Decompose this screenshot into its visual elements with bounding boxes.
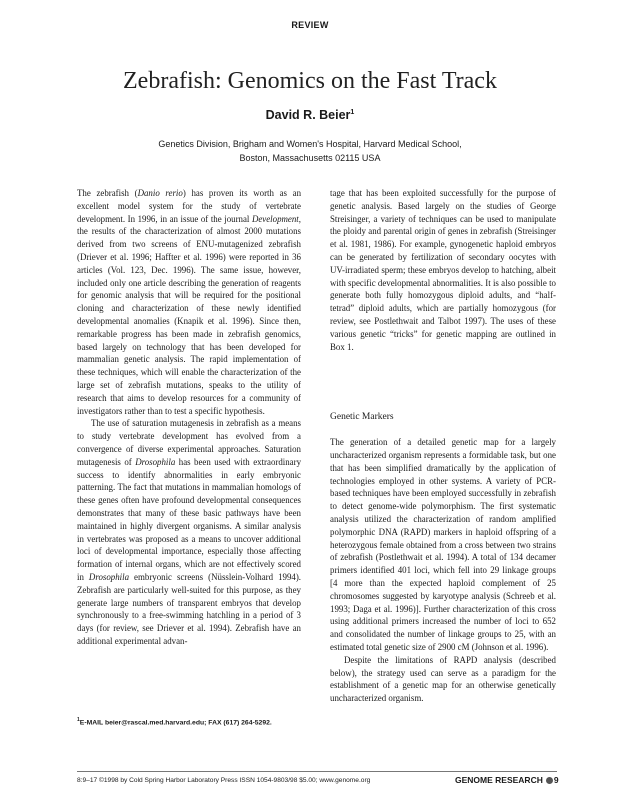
section-heading: Genetic Markers bbox=[330, 412, 394, 423]
footer-citation: 8:9–17 ©1998 by Cold Spring Harbor Laboratory Press ISSN 1054-9803/98 $5.00; www.genome.org bbox=[77, 777, 371, 784]
section-kicker: REVIEW bbox=[291, 20, 329, 30]
article-title: Zebrafish: Genomics on the Fast Track bbox=[123, 68, 497, 94]
affiliation-line-2: Boston, Massachusetts 02115 USA bbox=[239, 153, 381, 163]
author-footnote-mark: 1 bbox=[350, 108, 355, 116]
author-line bbox=[0, 108, 620, 122]
paragraph-ploidy: tage that has been exploited successfully for the purpose of genetic analysis. Based largely on the studies of George Streisinger, a variety of techniques can be used to manipulate the ploidy and parental origin of genes in zebrafish (Streisinger et al. 1981, 1986). For example, gynogenetic haploid embryos can be generated by fertilization of secondary oocytes with UV-irradiated sperm; these embryos develop to hatching, albeit with specific developmental abnormalities. It is also possible to generate both fully homozygous diploid adults, and “half-tetrad” diploid adults, which are partially homozygous (for review, see Postlethwait and Talbot 1997). The uses of these various genetic “tricks” for genetic mapping are outlined in Box 1. bbox=[330, 188, 556, 352]
right-column bbox=[330, 187, 556, 705]
journal-title: GENOME RESEARCH bbox=[455, 775, 543, 785]
text-run: The zebrafish ( bbox=[77, 188, 138, 198]
text-run: embryonic screens (Nüsslein-Volhard 1994). Zebrafish are particularly well-suited for this purpose, as they generate large numbers of transparent embryos that develop synchronously to a free-swimming hatchling in a period of 3 days (for review, see Driever et al. 1994). Zebrafish have an additional experimental advan- bbox=[77, 571, 301, 646]
affiliation-line-1: Genetics Division, Brigham and Women's Hospital, Harvard Medical School, bbox=[158, 139, 462, 149]
paragraph-genetic-map: The generation of a detailed genetic map for a largely uncharacterized organism represents a formidable task, but one that has been simplified dramatically by the application of technologies employed in other systems. A variety of PCR-based techniques have been employed successfully in zebrafish to detect genome-wide polymorphism. The first systematic analysis utilized the characterization of random amplified polymorphic DNA (RAPD) markers in haploid offspring of a heterozygous female obtained from a cross between two strains of zebrafish (Postlethwait et al. 1994). A total of 134 decamer primers identified 401 loci, which fell into 29 linkage groups [4 more than the expected haploid complement of 25 chromosomes suggested by karyotype analysis (Schreeb et al. 1993; Daga et al. 1996)]. Further characterization of this cross using additional primers increased the number of loci to 652 and consolidated the number of linkage groups to 25, with an estimated total genetic size of 2900 cM (Johnson et al. 1996). bbox=[330, 437, 556, 652]
text-run: ) has proven its worth as an excellent model system for the study of vertebrate development. In 1996, in an issue of the journal bbox=[77, 188, 302, 224]
footnote-mark: 1 bbox=[77, 717, 80, 723]
affiliation bbox=[0, 137, 620, 165]
page-number: 9 bbox=[553, 775, 559, 785]
genus-name: Drosophila bbox=[135, 456, 176, 467]
genus-name: Drosophila bbox=[88, 571, 130, 582]
text-run: , the results of the characterization of almost 2000 mutations derived from two screens of ENU-mutagenized zebrafish (Driever et al. 1996; Haffter et al. 1996) were reported in 36 articles (Vol. 123, Dec. 1996). The same issue, however, included only one article describing the generation of reagents for genomic analysis that will be required for the positional cloning and characterization of these newly identified developmental anomalies (Knapik et al. 1996). Since then, remarkable progress has been made in zebrafish genomics, based largely on technology that has been developed for mammalian genetic analysis. The rapid implementation of these techniques, which will enable the characterization of the large set of zebrafish mutations, speaks to the utility of research that aims to develop resources for a community of investigators rather than to test a specific hypothesis. bbox=[77, 213, 301, 416]
journal-logo-icon bbox=[546, 777, 553, 784]
text-run: The use of saturation mutagenesis in zebrafish as a means to study vertebrate development has evolved from a convergence of diverse experimental approaches. Saturation mutagenesis of bbox=[77, 418, 301, 467]
paragraph-rapd: Despite the limitations of RAPD analysis (described below), the strategy used can serve as a paradigm for the establishment of a genetic map for an otherwise genetically uncharacterized organism. bbox=[330, 654, 556, 704]
text-run: has been used with extraordinary success to identify abnormalities in early embryonic patterning. The fact that mutations in mammalian homologs of these genes often have profound developmental consequences demonstrates that many of these basic pathways have been maintained in highly divergent organisms. A similar analysis in vertebrates was proposed as a means to uncover additional loci of developmental importance, especially those affecting formation of internal organs, which are not effectively scored in bbox=[77, 456, 302, 582]
species-name: Danio rerio bbox=[137, 188, 183, 198]
left-column bbox=[77, 187, 301, 648]
footnote bbox=[77, 717, 301, 726]
journal-name: Development bbox=[251, 213, 299, 224]
paragraph-intro bbox=[77, 187, 301, 417]
footnote-text: E-MAIL beier@rascal.med.harvard.edu; FAX (617) 264-5292. bbox=[79, 719, 272, 727]
footer-rule bbox=[77, 771, 557, 772]
author-name: David R. Beier bbox=[265, 108, 351, 122]
paragraph-mutagenesis bbox=[77, 417, 301, 647]
footer-journal bbox=[455, 775, 557, 785]
